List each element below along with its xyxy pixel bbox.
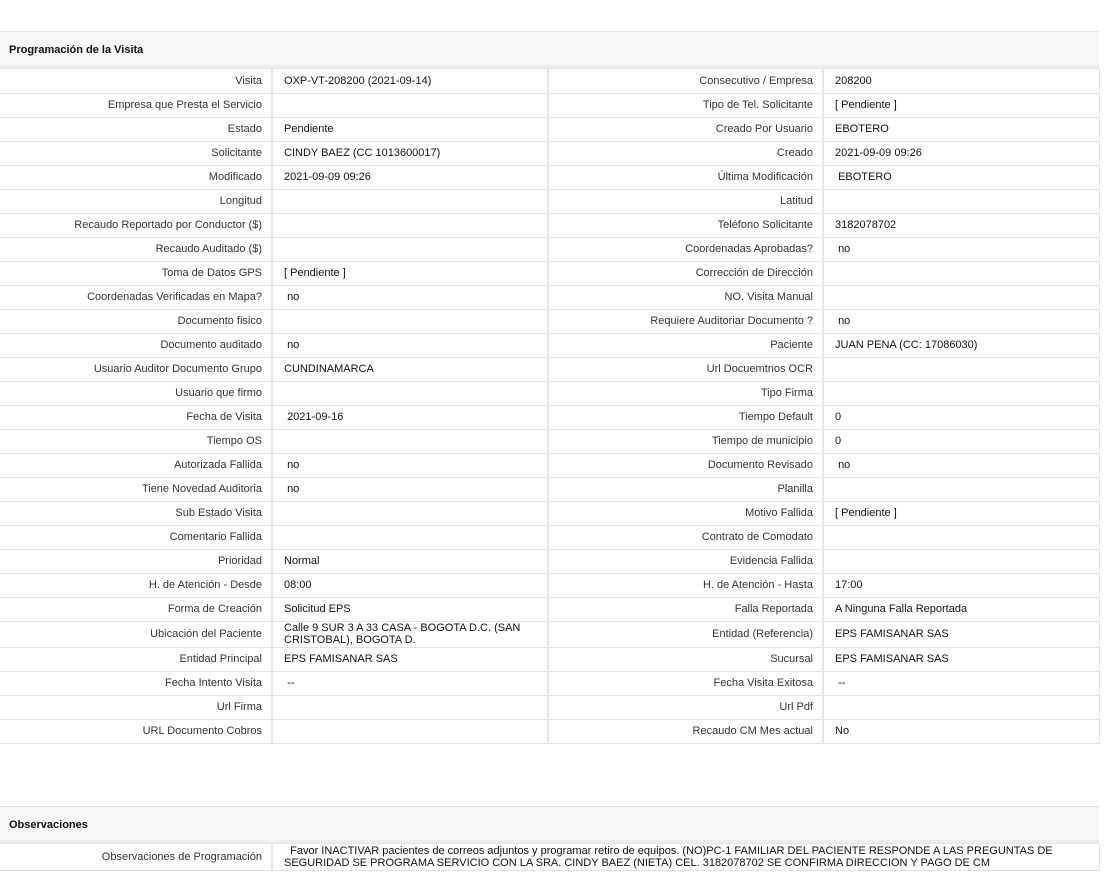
field-value <box>272 501 548 525</box>
field-value: 17:00 <box>823 573 1099 597</box>
field-value <box>272 93 548 117</box>
field-value <box>823 549 1099 573</box>
field-label: Contrato de Comodato <box>548 525 823 549</box>
field-value: CINDY BAEZ (CC 1013600017) <box>272 141 548 165</box>
field-value: EPS FAMISANAR SAS <box>272 647 548 671</box>
field-label: Coordenadas Verificadas en Mapa? <box>0 285 272 309</box>
field-label: NO. Visita Manual <box>548 285 823 309</box>
field-value: Favor INACTIVAR pacientes de correos adjuntos y programar retiro de equipos. (NO)PC-1 FAMILIAR DEL PACIENTE RESPONDE A LAS PREGUNTAS DE SEGURIDAD SE PROGRAMA SERVICIO CON LA SRA. CINDY BAEZ (NIETA) CEL. 3182078702 SE CONFIRMA DIRECCION Y PAGO DE CM <box>272 844 1099 870</box>
field-label: Tiempo OS <box>0 429 272 453</box>
field-value: 08:00 <box>272 573 548 597</box>
field-label: Url Firma <box>0 695 272 719</box>
field-label: Empresa que Presta el Servicio <box>0 93 272 117</box>
table-row <box>0 309 1099 333</box>
field-label: Recaudo Reportado por Conductor ($) <box>0 213 272 237</box>
field-label: Documento Revisado <box>548 453 823 477</box>
table-row <box>0 844 1099 870</box>
field-value: Solicitud EPS <box>272 597 548 621</box>
field-value <box>823 381 1099 405</box>
field-value <box>823 695 1099 719</box>
field-value: 2021-09-16 <box>272 405 548 429</box>
table-row <box>0 141 1099 165</box>
table-row <box>0 549 1099 573</box>
table-row <box>0 477 1099 501</box>
field-label: Tipo Firma <box>548 381 823 405</box>
field-label: Usuario que firmo <box>0 381 272 405</box>
field-label: Forma de Creación <box>0 597 272 621</box>
field-label: Creado Por Usuario <box>548 117 823 141</box>
field-label: Documento fisico <box>0 309 272 333</box>
field-label: Fecha de Visita <box>0 405 272 429</box>
field-label: Toma de Datos GPS <box>0 261 272 285</box>
field-label: Entidad Principal <box>0 647 272 671</box>
field-label: Usuario Auditor Documento Grupo <box>0 357 272 381</box>
field-value: A Ninguna Falla Reportada <box>823 597 1099 621</box>
table-row <box>0 69 1099 93</box>
field-label: Visita <box>0 69 272 93</box>
table-row <box>0 381 1099 405</box>
field-value: -- <box>272 671 548 695</box>
field-value: EPS FAMISANAR SAS <box>823 621 1099 647</box>
table-row <box>0 429 1099 453</box>
table-row <box>0 333 1099 357</box>
field-label: Falla Reportada <box>548 597 823 621</box>
table-row <box>0 405 1099 429</box>
table-row <box>0 285 1099 309</box>
field-value: [ Pendiente ] <box>823 93 1099 117</box>
field-value <box>272 719 548 743</box>
field-label: Consecutivo / Empresa <box>548 69 823 93</box>
section-header-observaciones <box>0 806 1099 844</box>
field-label: Solicitante <box>0 141 272 165</box>
field-label: Documento auditado <box>0 333 272 357</box>
section-title: Programación de la Visita <box>9 44 144 56</box>
field-value <box>272 525 548 549</box>
observaciones-table <box>0 844 1100 871</box>
field-value: no <box>272 333 548 357</box>
table-row <box>0 671 1099 695</box>
field-value: Normal <box>272 549 548 573</box>
field-label: Última Modificación <box>548 165 823 189</box>
section-header-programacion <box>0 31 1099 69</box>
field-value <box>823 285 1099 309</box>
field-value: [ Pendiente ] <box>272 261 548 285</box>
field-value <box>272 237 548 261</box>
field-label: Corrección de Dirección <box>548 261 823 285</box>
field-value: CUNDINAMARCA <box>272 357 548 381</box>
field-value: EBOTERO <box>823 165 1099 189</box>
field-label: Recaudo CM Mes actual <box>548 719 823 743</box>
field-label: Longitud <box>0 189 272 213</box>
field-label: Planilla <box>548 477 823 501</box>
field-value: No <box>823 719 1099 743</box>
field-value: no <box>823 309 1099 333</box>
table-row <box>0 93 1099 117</box>
table-row <box>0 573 1099 597</box>
field-value <box>823 261 1099 285</box>
visit-details-table <box>0 69 1100 744</box>
field-label: Recaudo Auditado ($) <box>0 237 272 261</box>
field-label: Fecha Intento Visita <box>0 671 272 695</box>
field-label: Teléfono Solicitante <box>548 213 823 237</box>
table-row <box>0 719 1099 743</box>
field-label: Latitud <box>548 189 823 213</box>
table-row <box>0 357 1099 381</box>
field-value: 2021-09-09 09:26 <box>272 165 548 189</box>
table-row <box>0 213 1099 237</box>
field-value: EBOTERO <box>823 117 1099 141</box>
field-value <box>823 357 1099 381</box>
field-value: EPS FAMISANAR SAS <box>823 647 1099 671</box>
field-value: no <box>823 453 1099 477</box>
table-row <box>0 621 1099 647</box>
field-value <box>272 429 548 453</box>
table-row <box>0 597 1099 621</box>
field-label: Prioridad <box>0 549 272 573</box>
field-value: 0 <box>823 429 1099 453</box>
field-value: JUAN PENA (CC: 17086030) <box>823 333 1099 357</box>
field-label: Estado <box>0 117 272 141</box>
field-label: Paciente <box>548 333 823 357</box>
field-label: Autorizada Fallida <box>0 453 272 477</box>
field-value <box>272 695 548 719</box>
field-label: Motivo Fallida <box>548 501 823 525</box>
field-value: 2021-09-09 09:26 <box>823 141 1099 165</box>
table-row <box>0 261 1099 285</box>
table-row <box>0 165 1099 189</box>
field-label: Url Docuemtnos OCR <box>548 357 823 381</box>
field-label: Evidencia Fallida <box>548 549 823 573</box>
field-label: Coordenadas Aprobadas? <box>548 237 823 261</box>
field-value <box>823 477 1099 501</box>
field-value <box>272 381 548 405</box>
field-value: no <box>823 237 1099 261</box>
field-value: [ Pendiente ] <box>823 501 1099 525</box>
field-label: Sucursal <box>548 647 823 671</box>
field-label: Requiere Auditoriar Documento ? <box>548 309 823 333</box>
field-label: Tiempo Default <box>548 405 823 429</box>
table-row <box>0 189 1099 213</box>
table-row <box>0 525 1099 549</box>
field-value <box>272 309 548 333</box>
table-row <box>0 453 1099 477</box>
field-value: 3182078702 <box>823 213 1099 237</box>
field-label: URL Documento Cobros <box>0 719 272 743</box>
table-row <box>0 501 1099 525</box>
field-label: Observaciones de Programación <box>0 844 272 870</box>
field-label: Tiene Novedad Auditoria <box>0 477 272 501</box>
field-value: no <box>272 453 548 477</box>
table-row <box>0 647 1099 671</box>
field-label: Comentario Fallida <box>0 525 272 549</box>
field-label: Url Pdf <box>548 695 823 719</box>
field-label: H. de Atención - Hasta <box>548 573 823 597</box>
field-value: Calle 9 SUR 3 A 33 CASA - BOGOTA D.C. (SAN CRISTOBAL), BOGOTA D. <box>272 621 548 647</box>
field-value: 208200 <box>823 69 1099 93</box>
field-label: Sub Estado Visita <box>0 501 272 525</box>
field-value <box>272 189 548 213</box>
field-value <box>823 189 1099 213</box>
section-title: Observaciones <box>9 819 88 831</box>
field-value <box>272 213 548 237</box>
field-label: Entidad (Referencia) <box>548 621 823 647</box>
field-value: -- <box>823 671 1099 695</box>
field-label: Modificado <box>0 165 272 189</box>
table-row <box>0 117 1099 141</box>
field-value: Pendiente <box>272 117 548 141</box>
field-label: Tiempo de municipio <box>548 429 823 453</box>
field-label: H. de Atención - Desde <box>0 573 272 597</box>
field-value: no <box>272 477 548 501</box>
field-value: no <box>272 285 548 309</box>
field-label: Ubicación del Paciente <box>0 621 272 647</box>
field-label: Fecha Visita Exitosa <box>548 671 823 695</box>
field-value: OXP-VT-208200 (2021-09-14) <box>272 69 548 93</box>
table-row <box>0 237 1099 261</box>
field-label: Creado <box>548 141 823 165</box>
field-label: Tipo de Tel. Solicitante <box>548 93 823 117</box>
field-value: 0 <box>823 405 1099 429</box>
field-value <box>823 525 1099 549</box>
table-row <box>0 695 1099 719</box>
